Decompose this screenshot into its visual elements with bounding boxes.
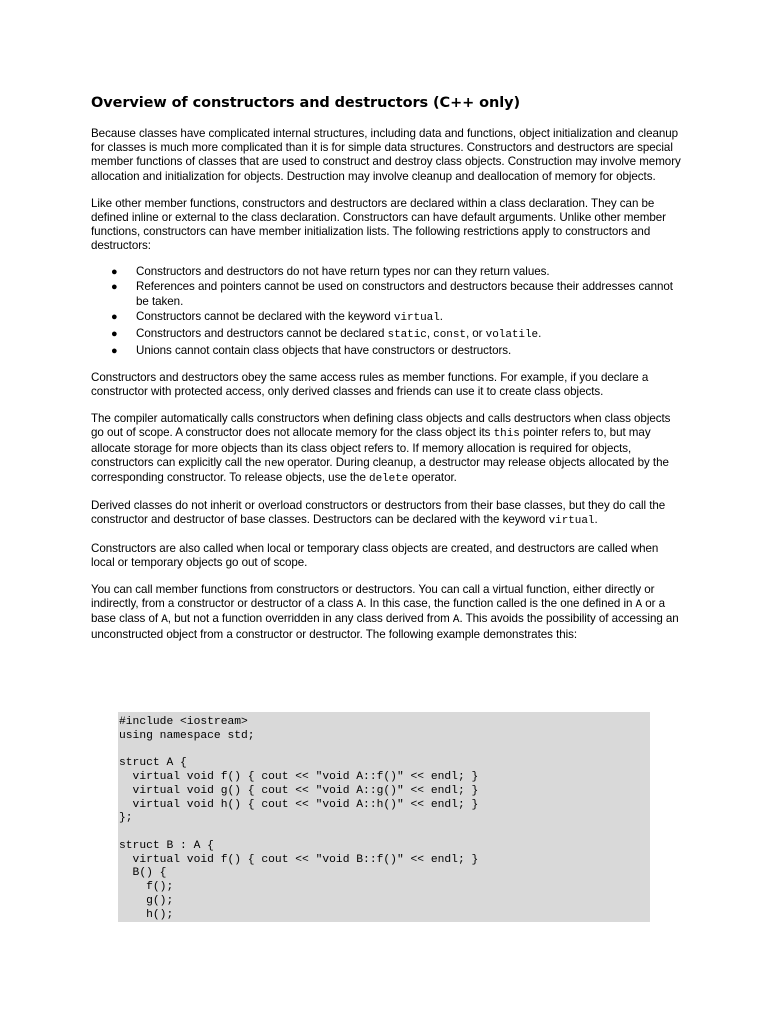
paragraph-text: You can call member functions from constructors or destructors. You can call a virtual function, either directly or indirectly, from a constructor or destructor of a class [91, 583, 655, 611]
inline-code: this [493, 428, 520, 441]
paragraph-virtual-calls [91, 583, 681, 642]
bullet-icon: ● [111, 265, 118, 278]
paragraph-declaration: Like other member functions, constructors and destructors are declared within a class declaration. They can be defined inline or external to the class declaration. Constructors can have default arguments. Unlike other member functions, constructors can have member initialization lists. The following restrictions apply to constructors and destructors: [91, 196, 666, 253]
paragraph-text: The compiler automatically calls constructors when defining class objects and calls destructors when class objects go out of scope. A constructor does not allocate memory for the class object its [91, 412, 671, 440]
inline-code: static [387, 328, 427, 341]
list-item-text: Constructors and destructors do not have return types nor can they return values. [136, 264, 550, 278]
paragraph-text: operator. During cleanup, a destructor may release objects allocated by the corresponding constructor. To release objects, use the [91, 455, 669, 485]
paragraph-temporary-objects: Constructors are also called when local or temporary class objects are created, and destructors are called when local or temporary objects go out of scope. [91, 541, 659, 569]
list-item [91, 280, 681, 308]
code-line: B() { [119, 867, 167, 880]
inline-code: A [161, 614, 168, 627]
code-line: virtual void f() { cout << "void B::f()" << endl; } [119, 853, 479, 866]
list-item-text: Constructors and destructors cannot be declared [136, 326, 388, 340]
code-line: using namespace std; [119, 729, 255, 742]
paragraph-intro: Because classes have complicated internal structures, including data and functions, object initialization and cleanup for classes is much more complicated than it is for simple data structures. Constructors and destructors are special member functions of classes that are used to construct and destroy class objects. Construction may involve memory allocation and initialization for objects. Destruction may involve cleanup and deallocation of memory for objects. [91, 127, 681, 183]
list-item [91, 327, 681, 342]
code-example-block [118, 712, 650, 922]
list-item-text: Unions cannot contain class objects that have constructors or destructors. [136, 343, 512, 357]
paragraph-automatic-calls [91, 412, 681, 486]
inline-code: A [635, 599, 643, 612]
inline-code: virtual [548, 515, 595, 528]
list-item-text: References and pointers cannot be used on constructors and destructors because their addresses cannot be taken. [136, 280, 673, 308]
code-line: }; [119, 812, 133, 825]
list-item-text: . [439, 310, 443, 324]
paragraph-text: . This avoids the possibility of accessing an unconstructed object from a constructor or destructor. The following example demonstrates this: [91, 612, 679, 641]
list-item-text: . [538, 326, 542, 340]
paragraph-access-rules: Constructors and destructors obey the same access rules as member functions. For example, if you declare a constructor with protected access, only derived classes and friends can use it to create class objects. [91, 370, 649, 399]
bullet-icon: ● [111, 344, 118, 357]
code-line: virtual void f() { cout << "void A::f()" << endl; } [119, 771, 479, 783]
document-page [91, 94, 681, 655]
list-item [91, 265, 681, 279]
list-item-text: Constructors cannot be declared with the keyword [136, 310, 394, 324]
code-line: virtual void g() { cout << "void A::g()" << endl; } [119, 784, 479, 797]
code-line [119, 744, 650, 758]
list-item-text: , [426, 326, 434, 340]
code-line: g(); [119, 894, 174, 907]
inline-code: volatile [485, 328, 539, 341]
paragraph-text: pointer refers to, but may allocate storage for more objects than its class object refers to. If memory allocation is required for objects, constructors can explicitly call the [91, 426, 651, 469]
code-line: f(); [119, 881, 174, 893]
code-line: #include <iostream> [119, 716, 248, 728]
code-line: struct B : A { [119, 839, 214, 852]
code-line: virtual void h() { cout << "void A::h()" << endl; } [119, 798, 479, 811]
paragraph-text: . In this case, the function called is the one defined in [363, 597, 636, 611]
paragraph-text: , but not a function overridden in any class derived from [167, 612, 453, 626]
code-listing [118, 712, 650, 922]
inline-code: A [452, 614, 460, 627]
paragraph-derived-classes [91, 499, 681, 528]
list-item-text: , or [465, 326, 486, 340]
bullet-icon: ● [111, 281, 118, 294]
inline-code: new [264, 457, 285, 470]
code-line: struct A { [119, 757, 187, 770]
list-item [91, 344, 681, 358]
inline-code: A [356, 599, 364, 612]
paragraph-text: operator. [408, 471, 457, 485]
inline-code: virtual [393, 312, 440, 325]
paragraph-text: . [594, 513, 598, 527]
page-title: Overview of constructors and destructors (C++ only) [91, 95, 520, 111]
inline-code: const [433, 328, 466, 341]
list-item [91, 310, 681, 325]
inline-code: delete [369, 473, 409, 486]
paragraph-text: Derived classes do not inherit or overload constructors or destructors from their base classes, but they do call the constructor and destructor of base classes. Destructors can be declared with the keyword [91, 499, 666, 527]
code-line: h(); [119, 908, 174, 921]
paragraph-text: or a base class of [91, 597, 666, 626]
restrictions-list [91, 265, 681, 358]
bullet-icon: ● [111, 327, 118, 340]
code-line [119, 826, 650, 840]
bullet-icon: ● [111, 311, 118, 324]
